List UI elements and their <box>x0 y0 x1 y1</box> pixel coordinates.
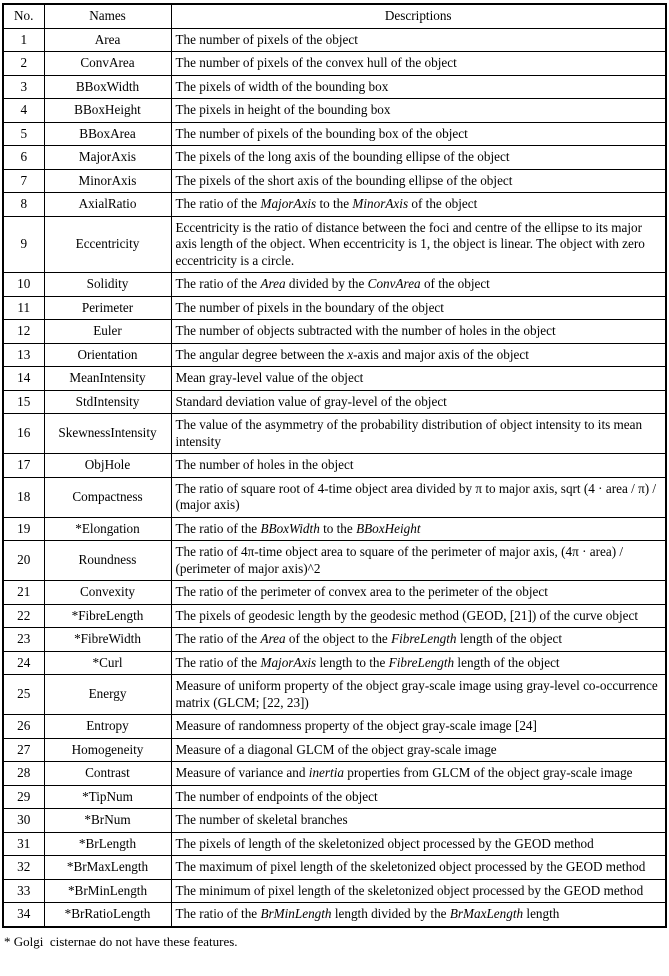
row-number: 27 <box>3 738 44 762</box>
table-row <box>3 675 666 715</box>
feature-description: The value of the asymmetry of the probability distribution of object intensity to its mean intensity <box>171 414 666 454</box>
feature-name: BBoxArea <box>44 122 171 146</box>
table-row <box>3 879 666 903</box>
table-row <box>3 762 666 786</box>
column-header-descriptions: Descriptions <box>171 4 666 28</box>
feature-name: MajorAxis <box>44 146 171 170</box>
table-row <box>3 193 666 217</box>
feature-name: Convexity <box>44 581 171 605</box>
feature-name: *BrNum <box>44 809 171 833</box>
row-number: 25 <box>3 675 44 715</box>
feature-description: The ratio of the BBoxWidth to the BBoxHeight <box>171 517 666 541</box>
row-number: 13 <box>3 343 44 367</box>
row-number: 14 <box>3 367 44 391</box>
feature-description: The ratio of the Area of the object to the FibreLength length of the object <box>171 628 666 652</box>
feature-description: The maximum of pixel length of the skeletonized object processed by the GEOD method <box>171 856 666 880</box>
feature-description: The number of pixels of the object <box>171 28 666 52</box>
row-number: 29 <box>3 785 44 809</box>
feature-description: The pixels of geodesic length by the geodesic method (GEOD, [21]) of the curve object <box>171 604 666 628</box>
feature-name: Perimeter <box>44 296 171 320</box>
row-number: 32 <box>3 856 44 880</box>
feature-description: The ratio of the MajorAxis to the MinorAxis of the object <box>171 193 666 217</box>
table-row <box>3 390 666 414</box>
table-row <box>3 454 666 478</box>
row-number: 18 <box>3 477 44 517</box>
feature-name: BBoxWidth <box>44 75 171 99</box>
table-row <box>3 343 666 367</box>
feature-description: The ratio of the Area divided by the ConvArea of the object <box>171 273 666 297</box>
feature-description: Measure of a diagonal GLCM of the object gray-scale image <box>171 738 666 762</box>
row-number: 12 <box>3 320 44 344</box>
row-number: 9 <box>3 216 44 273</box>
row-number: 10 <box>3 273 44 297</box>
feature-name: *BrMaxLength <box>44 856 171 880</box>
table-row <box>3 52 666 76</box>
feature-name: MinorAxis <box>44 169 171 193</box>
feature-name: *Elongation <box>44 517 171 541</box>
row-number: 11 <box>3 296 44 320</box>
table-row <box>3 273 666 297</box>
feature-description: The angular degree between the x-axis and major axis of the object <box>171 343 666 367</box>
feature-description: The number of skeletal branches <box>171 809 666 833</box>
feature-name: *Curl <box>44 651 171 675</box>
row-number: 5 <box>3 122 44 146</box>
feature-description: The number of objects subtracted with the number of holes in the object <box>171 320 666 344</box>
feature-description: The ratio of the BrMinLength length divided by the BrMaxLength length <box>171 903 666 927</box>
column-header-no: No. <box>3 4 44 28</box>
feature-name: Solidity <box>44 273 171 297</box>
feature-description: Mean gray-level value of the object <box>171 367 666 391</box>
table-row <box>3 809 666 833</box>
table-row <box>3 604 666 628</box>
row-number: 26 <box>3 715 44 739</box>
feature-name: SkewnessIntensity <box>44 414 171 454</box>
feature-name: ConvArea <box>44 52 171 76</box>
row-number: 2 <box>3 52 44 76</box>
row-number: 33 <box>3 879 44 903</box>
feature-description: The ratio of the perimeter of convex area to the perimeter of the object <box>171 581 666 605</box>
table-row <box>3 832 666 856</box>
table-row <box>3 715 666 739</box>
row-number: 21 <box>3 581 44 605</box>
table-row <box>3 367 666 391</box>
row-number: 1 <box>3 28 44 52</box>
feature-description: The number of pixels of the bounding box of the object <box>171 122 666 146</box>
row-number: 31 <box>3 832 44 856</box>
feature-description: The minimum of pixel length of the skeletonized object processed by the GEOD method <box>171 879 666 903</box>
row-number: 3 <box>3 75 44 99</box>
header-row <box>3 4 666 28</box>
feature-name: Energy <box>44 675 171 715</box>
row-number: 16 <box>3 414 44 454</box>
row-number: 17 <box>3 454 44 478</box>
feature-name: Area <box>44 28 171 52</box>
feature-name: AxialRatio <box>44 193 171 217</box>
feature-name: *BrLength <box>44 832 171 856</box>
feature-name: *FibreLength <box>44 604 171 628</box>
feature-description: The number of holes in the object <box>171 454 666 478</box>
feature-name: Entropy <box>44 715 171 739</box>
row-number: 23 <box>3 628 44 652</box>
table-body <box>3 28 666 927</box>
table-row <box>3 169 666 193</box>
row-number: 4 <box>3 99 44 123</box>
feature-description: Measure of uniform property of the object gray-scale image using gray-level co-occurrence matrix (GLCM; [22, 23]) <box>171 675 666 715</box>
row-number: 28 <box>3 762 44 786</box>
feature-description: Measure of variance and inertia properties from GLCM of the object gray-scale image <box>171 762 666 786</box>
table-row <box>3 414 666 454</box>
table-row <box>3 296 666 320</box>
feature-description: The number of pixels of the convex hull of the object <box>171 52 666 76</box>
table-row <box>3 517 666 541</box>
row-number: 30 <box>3 809 44 833</box>
table-row <box>3 122 666 146</box>
row-number: 24 <box>3 651 44 675</box>
table-row <box>3 146 666 170</box>
feature-description: The number of pixels in the boundary of the object <box>171 296 666 320</box>
feature-name: StdIntensity <box>44 390 171 414</box>
feature-name: Homogeneity <box>44 738 171 762</box>
column-header-names: Names <box>44 4 171 28</box>
feature-description: The pixels of the short axis of the bounding ellipse of the object <box>171 169 666 193</box>
row-number: 20 <box>3 541 44 581</box>
feature-description: Eccentricity is the ratio of distance between the foci and centre of the ellipse to its major axis length of the object. When eccentricity is 1, the object is linear. The object with zero eccentricity is a circle. <box>171 216 666 273</box>
feature-name: ObjHole <box>44 454 171 478</box>
table-row <box>3 581 666 605</box>
table-row <box>3 738 666 762</box>
feature-name: Euler <box>44 320 171 344</box>
table-row <box>3 856 666 880</box>
table-row <box>3 216 666 273</box>
row-number: 8 <box>3 193 44 217</box>
feature-name: Compactness <box>44 477 171 517</box>
feature-name: Contrast <box>44 762 171 786</box>
row-number: 22 <box>3 604 44 628</box>
feature-description: The ratio of square root of 4-time object area divided by π to major axis, sqrt (4 · area / π) / (major axis) <box>171 477 666 517</box>
feature-name: *BrRatioLength <box>44 903 171 927</box>
table-row <box>3 628 666 652</box>
row-number: 7 <box>3 169 44 193</box>
features-table <box>2 3 667 928</box>
row-number: 19 <box>3 517 44 541</box>
table-row <box>3 99 666 123</box>
table-row <box>3 320 666 344</box>
feature-name: BBoxHeight <box>44 99 171 123</box>
table-row <box>3 75 666 99</box>
feature-name: Roundness <box>44 541 171 581</box>
row-number: 6 <box>3 146 44 170</box>
table-row <box>3 785 666 809</box>
table-row <box>3 28 666 52</box>
table-row <box>3 903 666 927</box>
feature-name: MeanIntensity <box>44 367 171 391</box>
row-number: 15 <box>3 390 44 414</box>
row-number: 34 <box>3 903 44 927</box>
feature-description: The pixels of length of the skeletonized object processed by the GEOD method <box>171 832 666 856</box>
table-row <box>3 651 666 675</box>
feature-description: The number of endpoints of the object <box>171 785 666 809</box>
feature-description: The ratio of 4π-time object area to square of the perimeter of major axis, (4π · area) / (perimeter of major axis)^2 <box>171 541 666 581</box>
feature-description: Standard deviation value of gray-level of the object <box>171 390 666 414</box>
feature-name: *BrMinLength <box>44 879 171 903</box>
feature-description: The pixels of the long axis of the bounding ellipse of the object <box>171 146 666 170</box>
feature-description: Measure of randomness property of the object gray-scale image [24] <box>171 715 666 739</box>
feature-description: The ratio of the MajorAxis length to the FibreLength length of the object <box>171 651 666 675</box>
table-row <box>3 477 666 517</box>
feature-name: *TipNum <box>44 785 171 809</box>
feature-name: Orientation <box>44 343 171 367</box>
feature-name: Eccentricity <box>44 216 171 273</box>
table-row <box>3 541 666 581</box>
feature-description: The pixels in height of the bounding box <box>171 99 666 123</box>
footnote: * Golgi cisternae do not have these features. <box>4 933 238 949</box>
feature-description: The pixels of width of the bounding box <box>171 75 666 99</box>
feature-name: *FibreWidth <box>44 628 171 652</box>
